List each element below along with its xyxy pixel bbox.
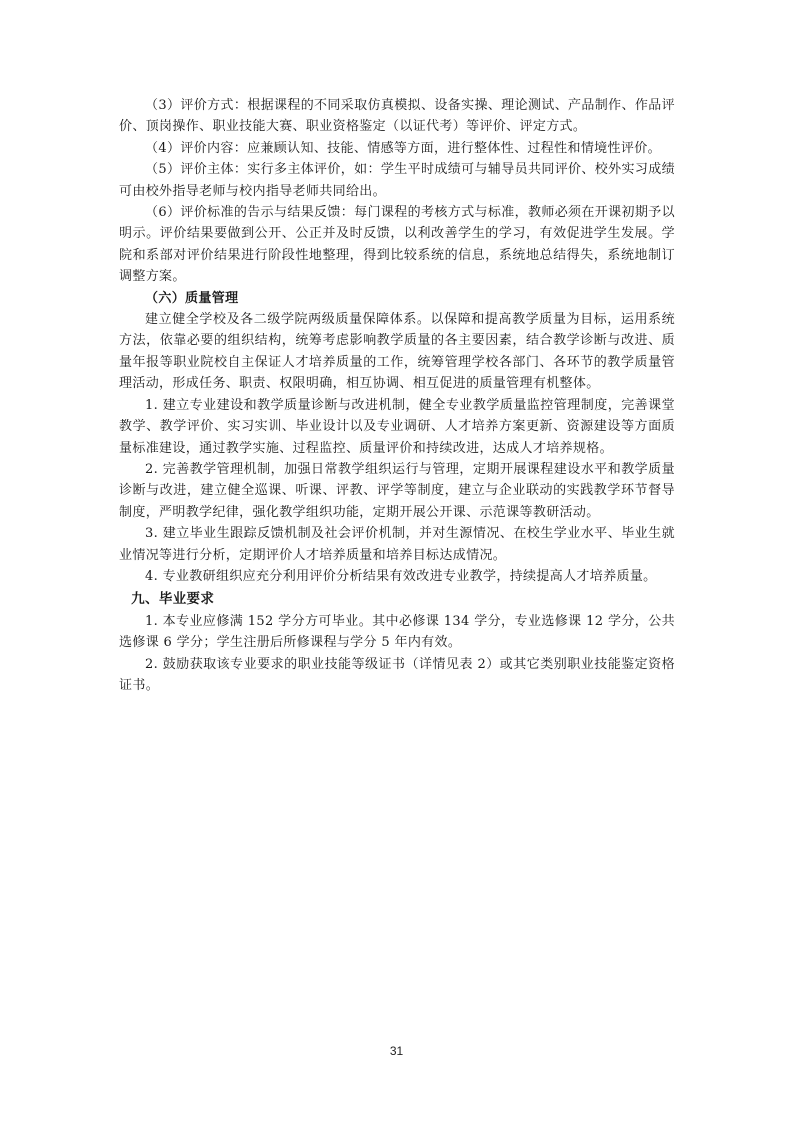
graduation-requirements-heading: 九、毕业要求 — [131, 591, 215, 608]
evaluation-content-paragraph: （4）评价内容：应兼顾认知、技能、情感等方面，进行整体性、过程性和情境性评价。 — [145, 140, 661, 156]
quality-management-heading: （六）质量管理 — [145, 290, 239, 306]
quality-item: 3. 建立毕业生跟踪反馈机制及社会评价机制，并对生源情况、在校生学业水平、毕业生就业情况等进行分析，定期评价人才培养质量和培养目标达成情况。 — [119, 526, 675, 563]
graduation-item: 1. 本专业应修满 152 学分方可毕业。其中必修课 134 学分，专业选修课 12 学分，公共选修课 6 学分；学生注册后所修课程与学分 5 年内有效。 — [119, 613, 675, 651]
quality-item: 2. 完善教学管理机制，加强日常教学组织运行与管理，定期开展课程建设水平和教学质量诊断与改进，建立健全巡课、听课、评教、评学等制度，建立与企业联动的实践教学环节督导制度，严明教学纪律，强化教学组织功能，定期开展公开课、示范课等教研活动。 — [119, 461, 675, 520]
quality-item: 1. 建立专业建设和教学质量诊断与改进机制，健全专业教学质量监控管理制度，完善课堂教学、教学评价、实习实训、毕业设计以及专业调研、人才培养方案更新、资源建设等方面质量标准建设，通过教学实施、过程监控、质量评价和持续改进，达成人才培养规格。 — [119, 397, 675, 456]
quality-management-intro: 建立健全学校及各二级学院两级质量保障体系。以保障和提高教学质量为目标，运用系统方法，依靠必要的组织结构，统筹考虑影响教学质量的各主要因素，结合教学诊断与改进、质量年报等职业院校自主保证人才培养质量的工作，统筹管理学校各部门、各环节的教学质量管理活动，形成任务、职责、权限明确，相互协调、相互促进的质量管理有机整体。 — [119, 312, 675, 392]
page-number: 31 — [389, 1044, 404, 1058]
quality-item: 4. 专业教研组织应充分利用评价分析结果有效改进专业教学，持续提高人才培养质量。 — [145, 568, 657, 584]
page-body — [119, 95, 675, 696]
evaluation-subject-paragraph: （5）评价主体：实行多主体评价，如：学生平时成绩可与辅导员共同评价、校外实习成绩可由校外指导老师与校内指导老师共同给出。 — [119, 162, 675, 199]
graduation-item: 2. 鼓励获取该专业要求的职业技能等级证书（详情见表 2）或其它类别职业技能鉴定资格证书。 — [119, 656, 675, 693]
evaluation-method-paragraph: （3）评价方式：根据课程的不同采取仿真模拟、设备实操、理论测试、产品制作、作品评价、顶岗操作、职业技能大赛、职业资格鉴定（以证代考）等评价、评定方式。 — [119, 98, 675, 135]
evaluation-standard-paragraph: （6）评价标准的告示与结果反馈：每门课程的考核方式与标准，教师必须在开课初期予以明示。评价结果要做到公开、公正并及时反馈，以利改善学生的学习，有效促进学生发展。学院和系部对评价结果进行阶段性地整理，得到比较系统的信息，系统地总结得失，系统地制订调整方案。 — [119, 205, 675, 285]
